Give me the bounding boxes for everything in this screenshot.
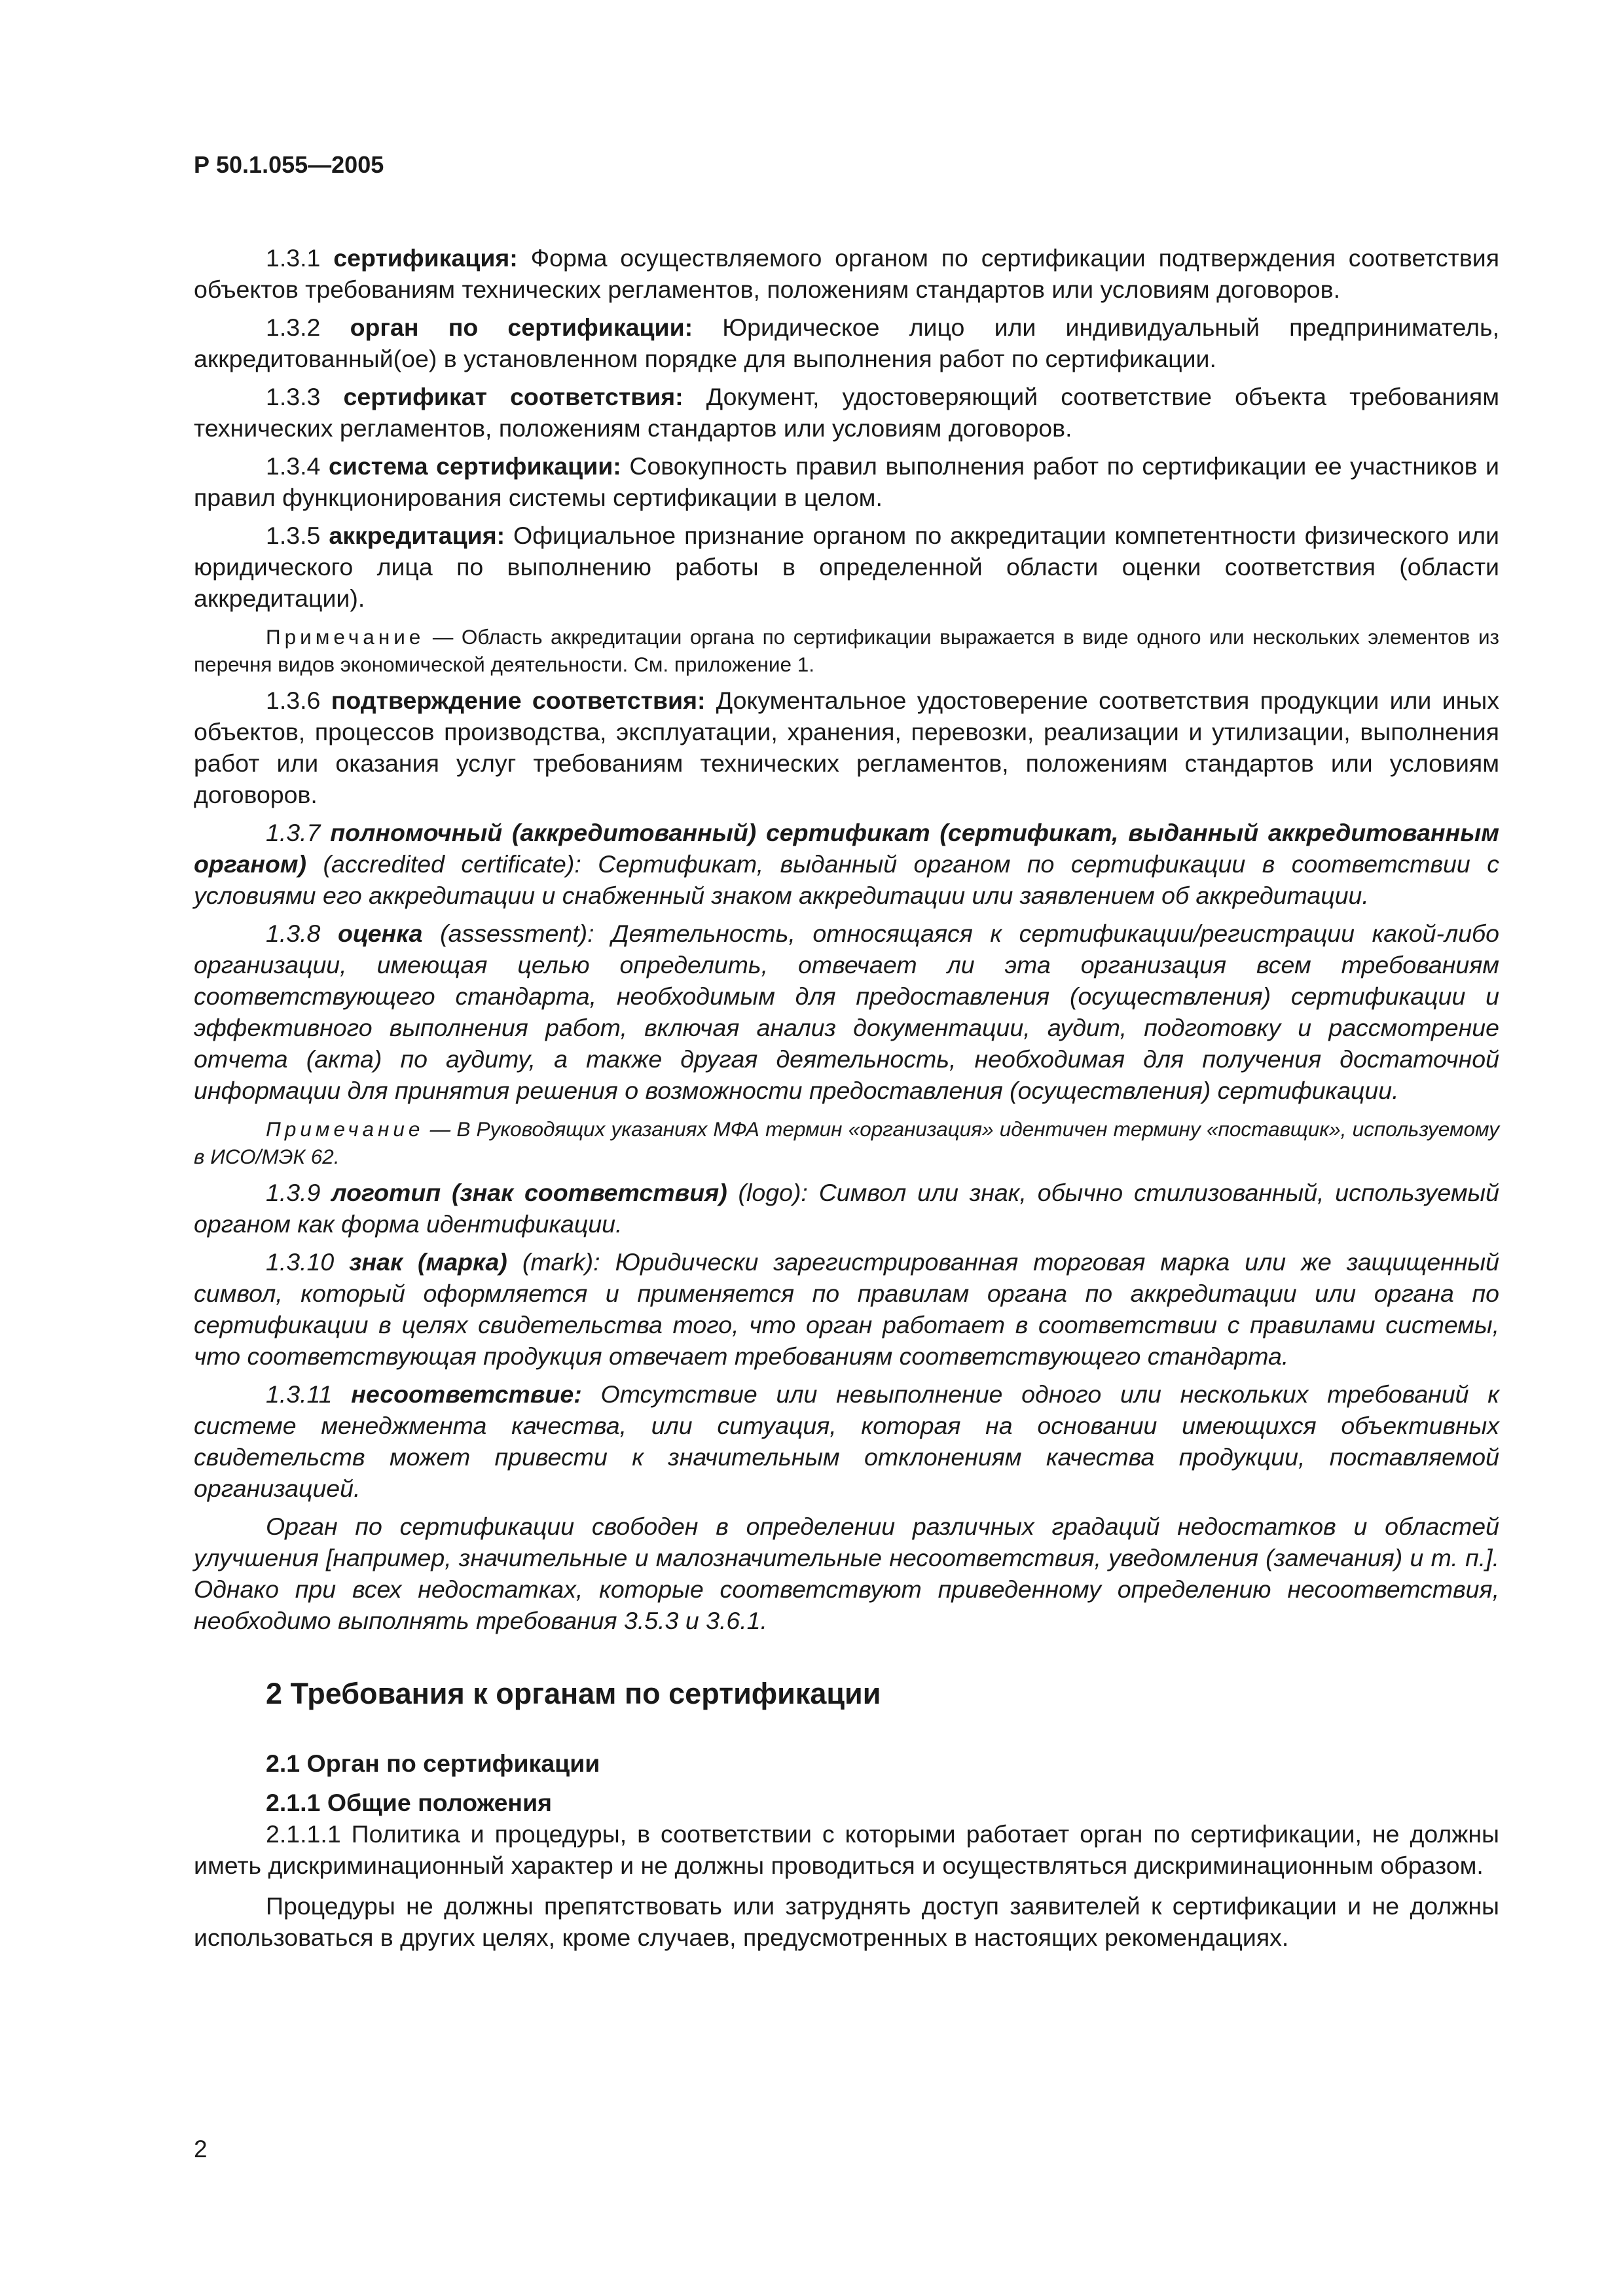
note-accreditation: Примечание — Область аккредитации органа по сертификации выражается в виде одного или нескольких элементов из перечня видов экономической деятельности. См. приложение 1. — [194, 625, 1499, 676]
term: аккредитация: — [329, 522, 505, 549]
definition-1-3-1: 1.3.1 сертификация: Форма осуществляемого органом по сертификации подтверждения соответствия объектов требованиям технических регламентов, положениям стандартов или условиям договоров. — [194, 244, 1499, 303]
subsection-2-1-1-heading: 2.1.1 Общие положения — [266, 1789, 553, 1816]
definition-1-3-9: 1.3.9 логотип (знак соответствия) (logo): Символ или знак, обычно стилизованный, используемый органом как форма идентификации. — [194, 1179, 1499, 1238]
paragraph-2-1-1-1: 2.1.1.1 Политика и процедуры, в соответствии с которыми работает орган по сертификации, не должны иметь дискриминационный характер и не должны проводиться и осуществляться дискриминационным образом. — [194, 1820, 1499, 1879]
paragraph-procedures: Процедуры не должны препятствовать или затруднять доступ заявителей к сертификации и не должны использоваться в других целях, кроме случаев, предусмотренных в настоящих рекомендациях. — [194, 1892, 1499, 1951]
definition-1-3-4: 1.3.4 система сертификации: Совокупность правил выполнения работ по сертификации ее участников и правил функционирования системы сертификации в целом. — [194, 452, 1499, 511]
definition-1-3-11: 1.3.11 несоответствие: Отсутствие или невыполнение одного или нескольких требований к системе менеджмента качества, или ситуация, которая на основании имеющихся объективных свидетельств может привести к значительным отклонениям качества продукции, поставляемой организацией. — [194, 1380, 1500, 1502]
definition-1-3-3: 1.3.3 сертификат соответствия: Документ, удостоверяющий соответствие объекта требованиям технических регламентов, положениям стандартов или условиям договоров. — [194, 383, 1500, 442]
definition-1-3-6: 1.3.6 подтверждение соответствия: Документальное удостоверение соответствия продукции или иных объектов, процессов производства, эксплуатации, хранения, перевозки, реализации и утилизации, выполнения работ или оказания услуг требованиям технических регламентов, положениям стандартов или условиям договоров. — [194, 687, 1500, 808]
subsection-2-1-heading: 2.1 Орган по сертификации — [266, 1749, 600, 1777]
paragraph-organ-freedom: Орган по сертификации свободен в определении различных градаций недостатков и областей улучшения [например, значительные и малозначительные несоответствия, уведомления (замечания) и т. п.]. Однако при всех недостатках, которые соответствуют приведенному определению несоответствия, необходимо выполнять требования 3.5.3 и 3.6.1. — [194, 1513, 1499, 1634]
document-page — [194, 151, 1499, 1953]
definition-1-3-5: 1.3.5 аккредитация: Официальное признание органом по аккредитации компетентности физического или юридического лица по выполнению работы в определенной области оценки соответствия (области аккредитации). — [194, 522, 1499, 612]
definition-1-3-8: 1.3.8 оценка (assessment): Деятельность, относящаяся к сертификации/регистрации какой-либо организации, имеющая целью определить, отвечает ли эта организация всем требованиям соответствующего стандарта, необходимым для предоставления (осуществления) сертификации и эффективного выполнения работ, включая анализ документации, аудит, подготовку и рассмотрение отчета (акта) по аудиту, а также другая деятельность, необходимая для получения достаточной информации для принятия решения о возможности предоставления (осуществления) сертификации. — [194, 920, 1499, 1104]
term: сертификат соответствия: — [343, 383, 684, 410]
definition-1-3-2: 1.3.2 орган по сертификации: Юридическое лицо или индивидуальный предприниматель, аккредитованный(ое) в установленном порядке для выполнения работ по сертификации. — [194, 314, 1500, 372]
term: сертификация: — [333, 244, 518, 272]
document-number: Р 50.1.055—2005 — [194, 151, 384, 178]
definition-1-3-10: 1.3.10 знак (марка) (mark): Юридически зарегистрированная торговая марка или же защищенный символ, который оформляется и применяется по правилам органа по аккредитации или органа по сертификации в целях свидетельства того, что орган работает в соответствии с правилами системы, что соответствующая продукция отвечает требованиям соответствующего стандарта. — [194, 1248, 1499, 1370]
note-organization: Примечание — В Руководящих указаниях МФА термин «организация» идентичен термину «поставщик», используемому в ИСО/МЭК 62. — [194, 1117, 1499, 1168]
term: орган по сертификации: — [350, 314, 693, 341]
page-number: 2 — [194, 2136, 208, 2162]
term: система сертификации: — [328, 452, 621, 480]
definition-1-3-7: 1.3.7 полномочный (аккредитованный) сертификат (сертификат, выданный аккредитованным органом) (accredited certificate): Сертификат, выданный органом по сертификации в соответствии с условиями его аккредитации и снабженный знаком аккредитации или заявлением об аккредитации. — [194, 819, 1500, 909]
section-2-heading: 2 Требования к органам по сертификации — [266, 1677, 881, 1710]
